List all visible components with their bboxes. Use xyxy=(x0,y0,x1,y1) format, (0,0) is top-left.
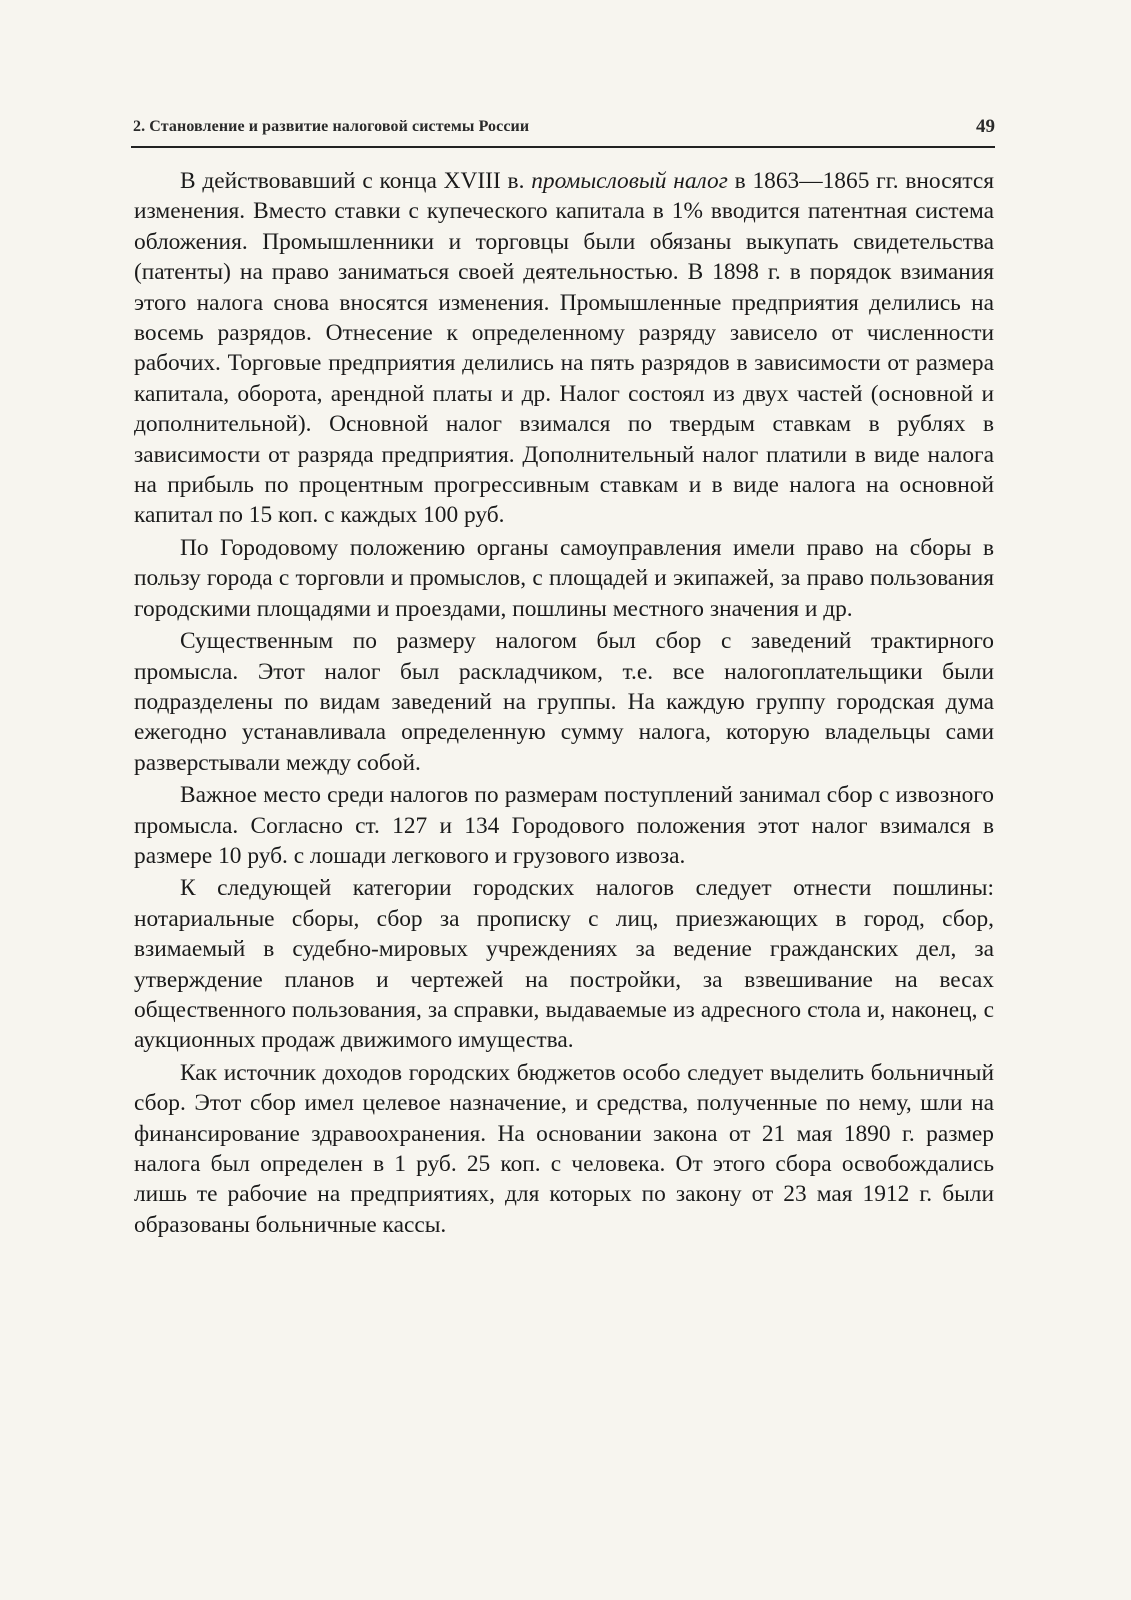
body-text xyxy=(134,166,994,1242)
paragraph: Важное место среди налогов по размерам поступлений занимал сбор с извозного промысла. Согласно ст. 127 и 134 Городового положения этот налог взимался в размере 10 руб. с лошади легкового и грузового извоза. xyxy=(134,782,994,869)
running-header xyxy=(131,116,995,148)
paragraph: По Городовому положению органы самоуправления имели право на сборы в пользу города с торговли и промыслов, с площадей и экипажей, за право пользования городскими площадями и проездами, пошлины местного значения и др. xyxy=(134,534,994,622)
paragraph: Существенным по размеру налогом был сбор с заведений трактирного промысла. Этот налог был раскладчиком, т.е. все налогоплательщики были подразделены по видам заведений на группы. На каждую группу городская дума ежегодно устанавливала определенную сумму налога, которую владельцы сами разверстывали между собой. xyxy=(134,628,994,776)
paragraph: К следующей категории городских налогов следует отнести пошлины: нотариальные сборы, сбор за прописку с лиц, приезжающих в город, сбор, взимаемый в судебно-мировых учреждениях за ведение гражданских дел, за утверждение планов и чертежей на постройки, за взвешивание на весах общественного пользования, за справки, выдаваемые из адресного стола и, наконец, с аукционных продаж движимого имущества. xyxy=(134,875,994,1054)
italic-term: промысловый налог xyxy=(531,168,728,194)
paragraph xyxy=(134,166,994,531)
paragraph: Как источник доходов городских бюджетов особо следует выделить больничный сбор. Этот сбор имел целевое назначение, и средства, полученные по нему, шли на финансирование здравоохранения. На основании закона от 21 мая 1890 г. размер налога был определен в 1 руб. 25 коп. с человека. От этого сбора освобождались лишь те рабочие на предприятиях, для которых по закону от 23 мая 1912 г. были образованы больничные кассы. xyxy=(134,1059,994,1238)
paragraph-text: В действовавший с конца XVIII в. xyxy=(180,168,532,194)
paragraph-text: в 1863—1865 гг. вносятся изменения. Вместо ставки с купеческого капитала в 1% вводится патентная система обложения. Промышленники и торговцы были обязаны выкупать свидетельства (патенты) на право заниматься своей деятельностью. В 1898 г. в порядок взимания этого налога снова вносятся изменения. Промышленные предприятия делились на восемь разрядов. Отнесение к определенному разряду зависело от численности рабочих. Торговые предприятия делились на пять разрядов в зависимости от размера капитала, оборота, арендной платы и др. Налог состоял из двух частей (основной и дополнительной). Основной налог взимался по твердым ставкам в рублях в зависимости от разряда предприятия. Дополнительный налог платили в виде налога на прибыль по процентным прогрессивным ставкам и в виде налога на основной капитал по 15 коп. с каждых 100 руб. xyxy=(134,168,994,529)
page-number: 49 xyxy=(976,116,995,137)
section-title: 2. Становление и развитие налоговой системы России xyxy=(133,118,530,135)
